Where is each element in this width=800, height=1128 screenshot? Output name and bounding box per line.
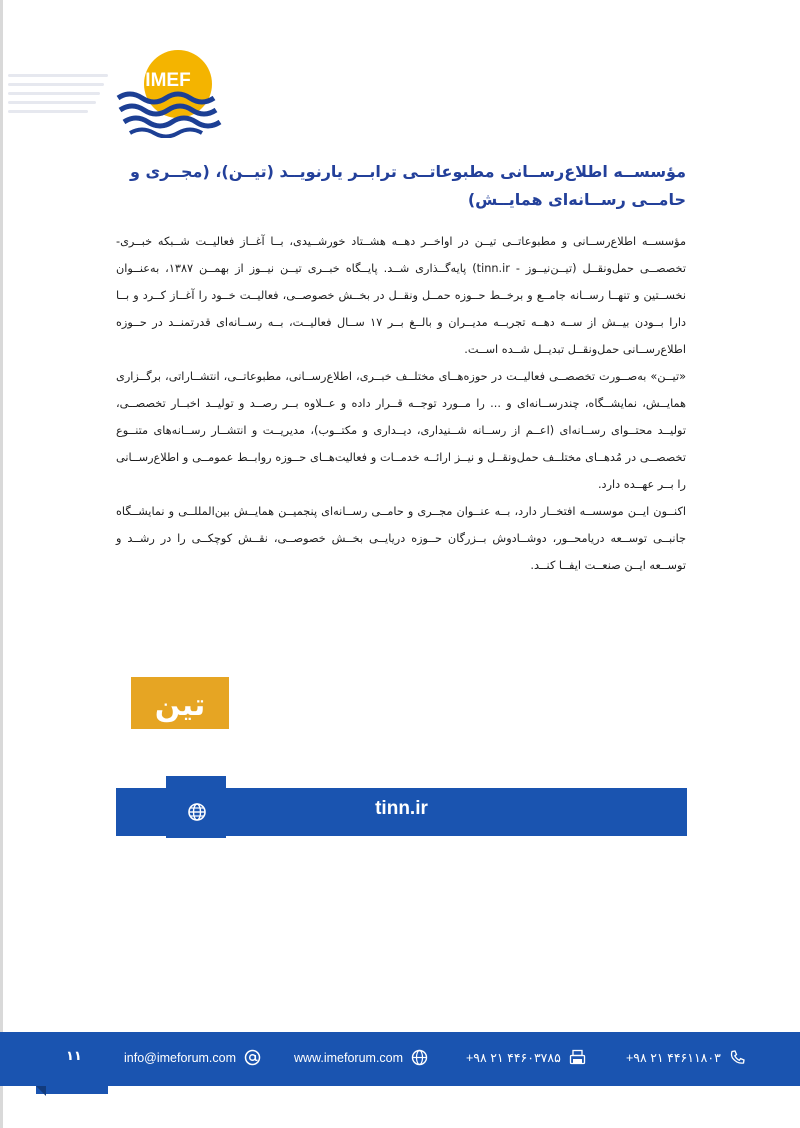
paragraph: مؤسســه اطلاع‌رســانی و مطبوعاتــی تیــن در اواخــر دهــه هشــتاد خورشــیدی، بــا آغــاز فعالیــت شــبکه خبــری- تخصصــی حمل‌ونقــل (تیــن‌نیــوز - tinn.ir) پایه‌گــذاری شــد. پایــگاه خبــری تیــن نیــوز از بهمــن ۱۳۸۷، به‌عنــوان نخســتین و تنهــا رســانه جامــع و برخــط حــوزه حمــل ونقــل در بخــش خصوصــی، فعالیــت خــود را آغــاز کــرد و بــا دارا بــودن بیــش از ســه دهــه تجربــه مدیــران و بالــغ بــر ۱۷ ســال فعالیــت، بــه رســانه‌ای قدرتمنــد در حــوزه اطلاع‌رســانی حمل‌ونقــل تبدیــل شــده اســت. — [116, 235, 686, 356]
phone-text: +۹۸ ۲۱ ۴۴۶۱۱۸۰۳ — [626, 1051, 721, 1065]
phone-icon — [729, 1049, 746, 1066]
tinn-logo — [131, 677, 229, 729]
globe-icon — [411, 1049, 428, 1066]
fax-icon — [569, 1049, 586, 1066]
tinn-logo-text: تین — [154, 688, 206, 723]
footer-phone — [626, 1049, 746, 1066]
decorative-lines — [8, 74, 108, 119]
url-banner — [116, 788, 687, 836]
at-icon — [244, 1049, 261, 1066]
fax-text: +۹۸ ۲۱ ۴۴۶۰۳۷۸۵ — [466, 1051, 561, 1065]
article-title: مؤسســه اطلاع‌رســانی مطبوعاتــی ترابــر یارنویــد (تیــن)، (مجــری و حامــی رســانه‌ای همایــش) — [129, 162, 686, 209]
banner-url[interactable]: tinn.ir — [375, 798, 428, 819]
paragraph: اکنــون ایــن موسســه افتخــار دارد، بــه عنــوان مجــری و حامــی رســانه‌ای پنجمیــن همایــش بین‌المللــی و نمایشــگاه جانبــی توســعه دریامحــور، دوشــادوش بــزرگان حــوزه دریایــی بخــش خصوصــی، نقــش کوچکــی را در رشــد و توســعه ایــن صنعــت ایفــا کنــد. — [116, 505, 686, 572]
paragraph: «تیــن» به‌صــورت تخصصــی فعالیــت در حوزه‌هــای مختلــف خبــری، اطلاع‌رســانی، مطبوعاتــی، انتشــاراتی، برگــزاری همایــش، نمایشــگاه، چندرســانه‌ای و ... را مــورد توجــه قــرار داده و عــلاوه بــر رصــد و تولیــد اخبــار تخصصــی، تولیــد محتــوای رســانه‌ای (اعــم از رســانه شــنیداری، دیــداری و مکتــوب)، مدیریــت و انتشــار رســانه‌های متنــوع تخصصــی در مُدهــای مختلــف حمل‌ونقــل و نیــز ارائــه خدمــات و فعالیت‌هــای حــوزه روابــط عمومــی و اطلاع‌رســانی را بــر عهــده دارد. — [116, 370, 686, 491]
footer-email[interactable] — [124, 1049, 261, 1066]
imef-logo — [116, 46, 228, 138]
website-text[interactable]: www.imeforum.com — [294, 1050, 404, 1065]
email-text[interactable]: info@imeforum.com — [124, 1050, 237, 1065]
footer-website[interactable] — [294, 1049, 428, 1066]
footer-fold — [36, 1086, 46, 1096]
page-edge — [0, 0, 3, 1128]
logo-text: IMEF — [145, 70, 191, 91]
page-number: ۱۱ — [66, 1049, 82, 1064]
footer-fax — [466, 1049, 586, 1066]
article — [116, 158, 686, 579]
